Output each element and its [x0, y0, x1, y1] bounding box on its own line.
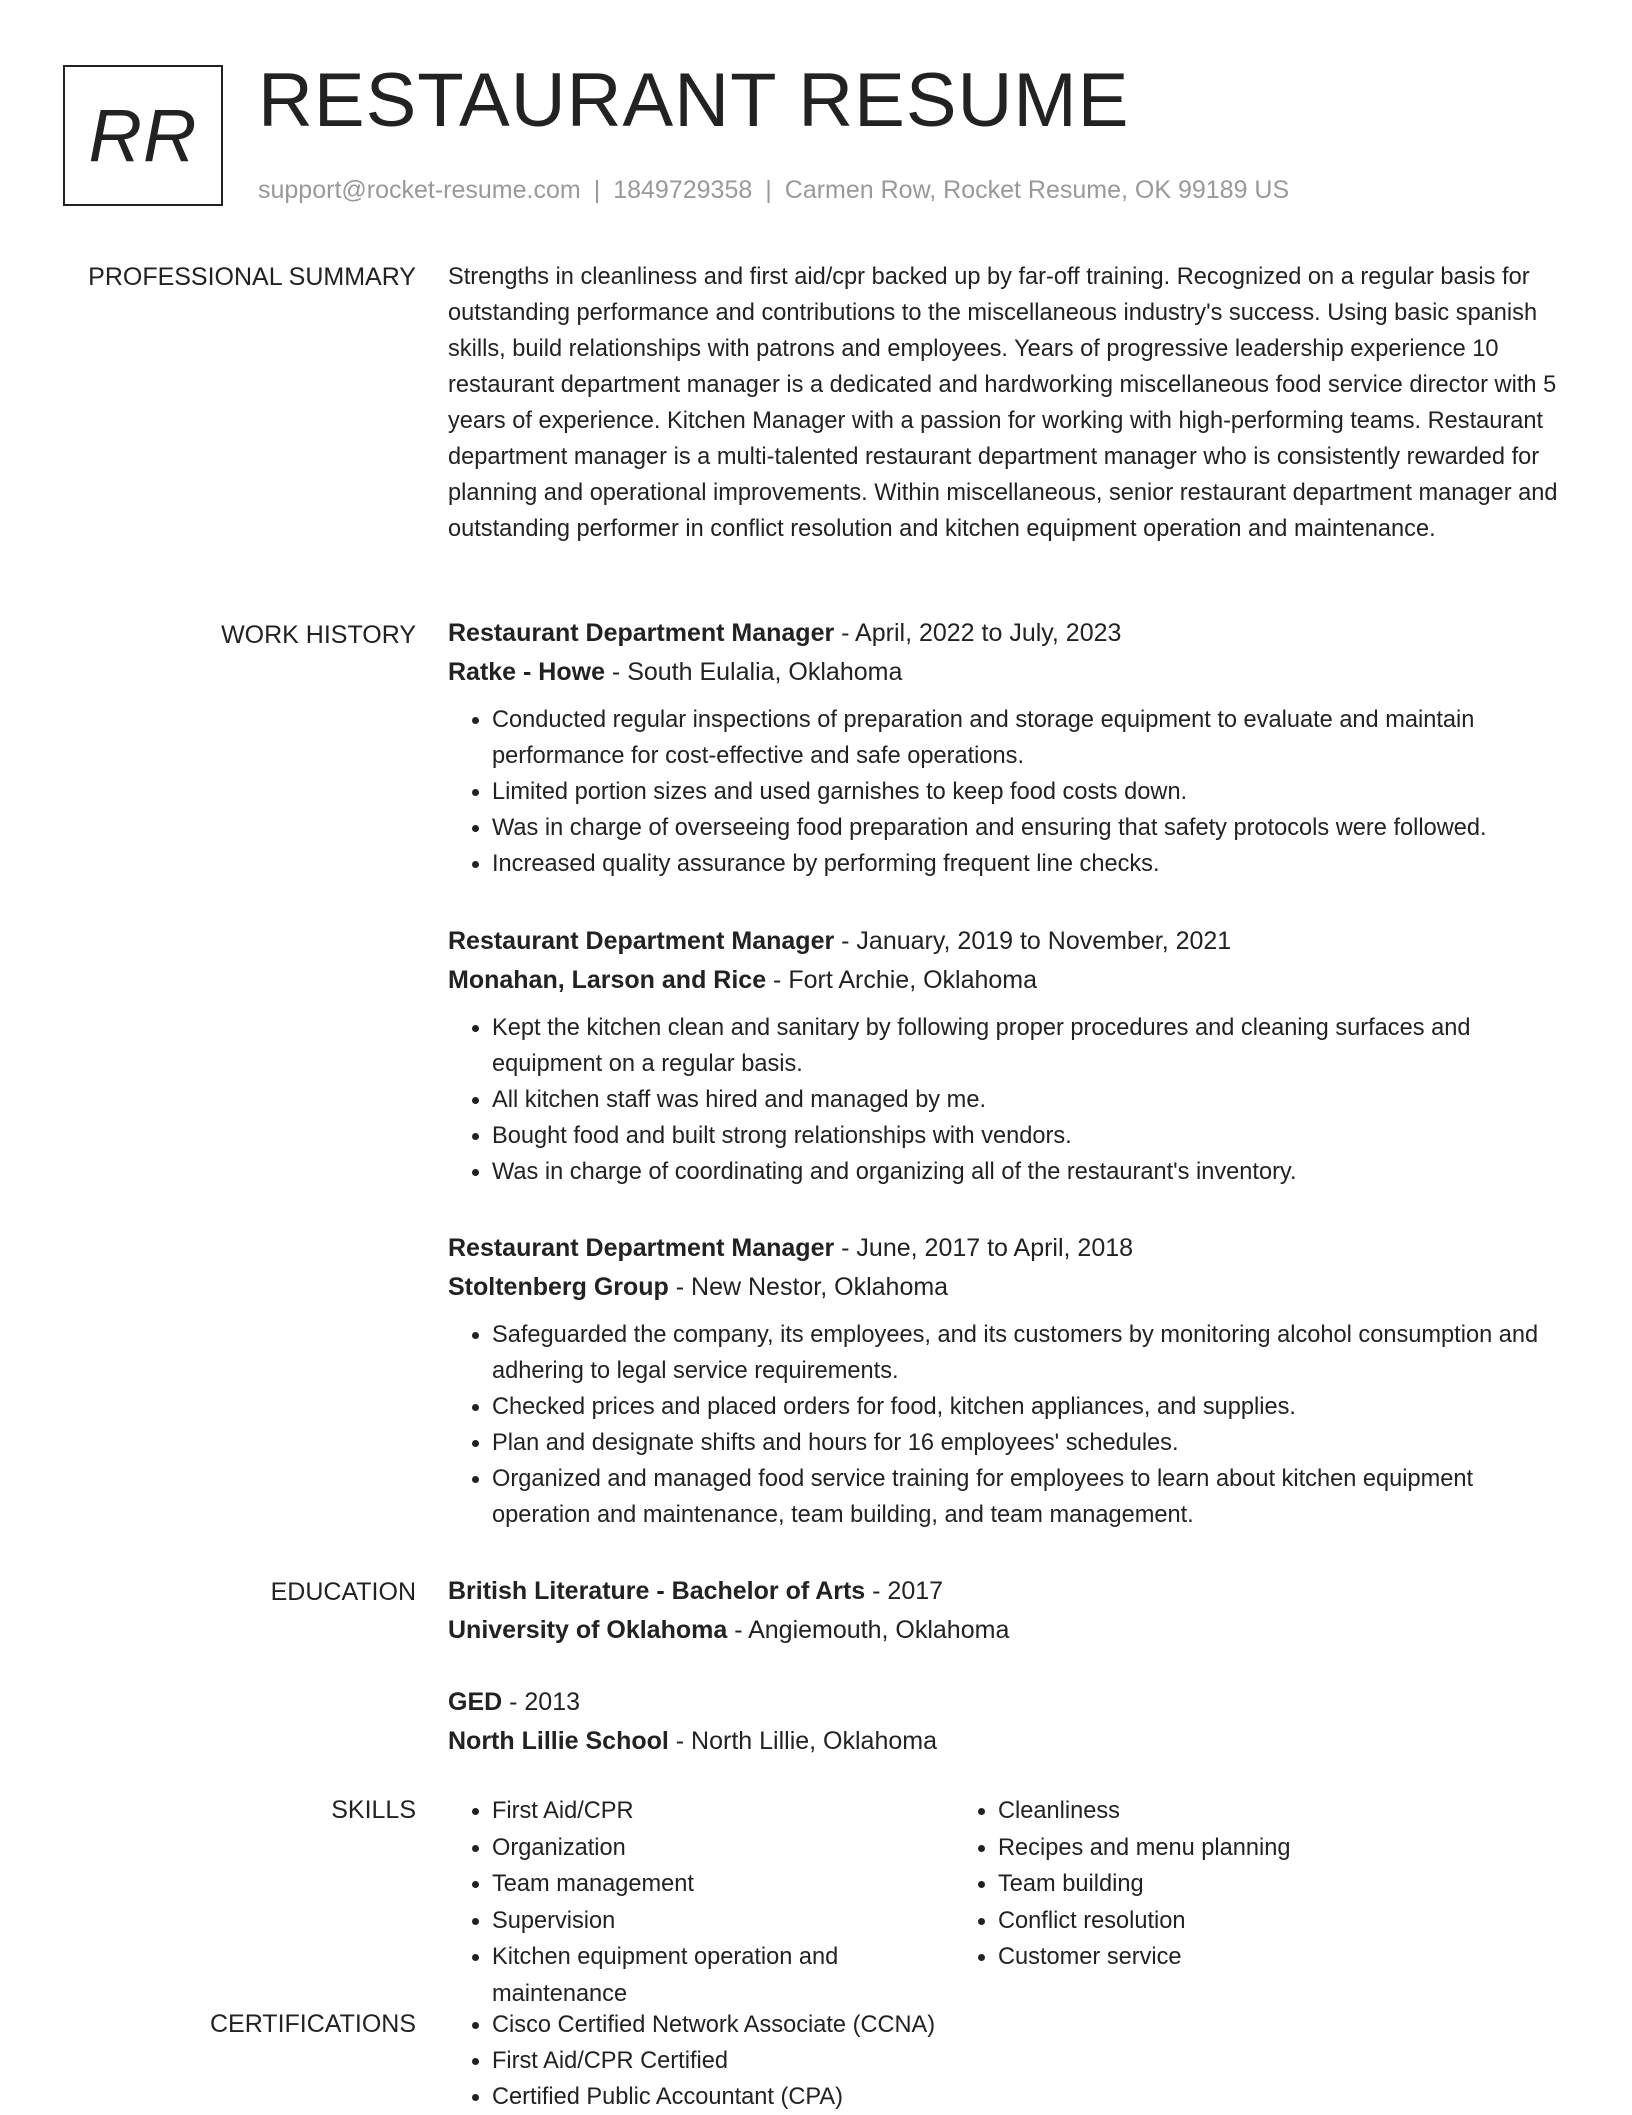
skill-item: • Cleanliness	[998, 1793, 1291, 1830]
job-title-line	[448, 614, 1568, 653]
school-name: University of Oklahoma	[448, 1616, 728, 1644]
company-location: - South Eulalia, Oklahoma	[604, 658, 903, 686]
section-label-education: EDUCATION	[270, 1578, 416, 1606]
work-entry	[448, 1229, 1568, 1533]
school-location: - Angiemouth, Oklahoma	[727, 1616, 1010, 1644]
school-line	[448, 1722, 1568, 1761]
skill-item: • Recipes and menu planning	[998, 1830, 1291, 1867]
skill-item: • Team management	[492, 1866, 954, 1903]
job-title: Restaurant Department Manager	[448, 1234, 835, 1262]
contact-line	[258, 174, 1289, 206]
job-title-line	[448, 922, 1568, 961]
degree-name: British Literature - Bachelor of Arts	[448, 1577, 866, 1605]
skill-item: • Team building	[998, 1866, 1291, 1903]
company-location: - Fort Archie, Oklahoma	[766, 966, 1038, 994]
certification-item: • First Aid/CPR Certified	[492, 2043, 1568, 2079]
skill-item: • Kitchen equipment operation and maintenance	[492, 1939, 954, 2012]
degree-year: - 2017	[865, 1577, 944, 1605]
section-label-summary: PROFESSIONAL SUMMARY	[88, 263, 416, 291]
skill-item: • First Aid/CPR	[492, 1793, 954, 1830]
certification-bullets	[448, 2007, 1568, 2115]
list-item: • Bought food and built strong relationships with vendors.	[492, 1118, 1568, 1154]
company-name: Stoltenberg Group	[448, 1273, 669, 1301]
resume-name: RESTAURANT RESUME	[258, 58, 1130, 143]
section-label-work-history: WORK HISTORY	[221, 621, 416, 649]
certifications-list	[448, 2007, 1568, 2115]
job-bullets	[448, 1317, 1568, 1533]
skill-item: • Conflict resolution	[998, 1903, 1291, 1940]
list-item: • Conducted regular inspections of preparation and storage equipment to evaluate and maintain performance for cost-effective and safe operations.	[492, 702, 1568, 774]
summary-text: Strengths in cleanliness and first aid/cpr backed up by far-off training. Recognized on a regular basis for outstanding performance and contributions to the miscellaneous industry's success. Using basic spanish skills, build relationships with patrons and employees. Years of progressive leadership experience 10 restaurant department manager is a dedicated and hardworking miscellaneous food service director with 5 years of experience. Kitchen Manager with a passion for working with high-performing teams. Restaurant department manager is a multi-talented restaurant department manager who is consistently rewarded for planning and operational improvements. Within miscellaneous, senior restaurant department manager and outstanding performer in conflict resolution and kitchen equipment operation and maintenance.	[448, 264, 1558, 542]
certification-item: • Cisco Certified Network Associate (CCNA)	[492, 2007, 1568, 2043]
skills-column-right	[954, 1793, 1291, 2012]
education-entry	[448, 1683, 1568, 1761]
skill-item: • Supervision	[492, 1903, 954, 1940]
company-line	[448, 1268, 1568, 1307]
contact-address: Carmen Row, Rocket Resume, OK 99189 US	[784, 176, 1290, 204]
list-item: • Organized and managed food service training for employees to learn about kitchen equipment operation and maintenance, team building, and team management.	[492, 1461, 1568, 1533]
list-item: • Plan and designate shifts and hours for 16 employees' schedules.	[492, 1425, 1568, 1461]
contact-separator: |	[765, 176, 772, 204]
monogram-logo: RR	[63, 65, 223, 206]
certification-item: • Certified Public Accountant (CPA)	[492, 2079, 1568, 2115]
job-title: Restaurant Department Manager	[448, 927, 835, 955]
school-line	[448, 1611, 1568, 1650]
degree-year: - 2013	[502, 1688, 581, 1716]
company-line	[448, 653, 1568, 692]
contact-separator: |	[593, 176, 601, 204]
list-item: • All kitchen staff was hired and managed by me.	[492, 1082, 1568, 1118]
list-item: • Was in charge of coordinating and organizing all of the restaurant's inventory.	[492, 1154, 1568, 1190]
skill-item: • Customer service	[998, 1939, 1291, 1976]
list-item: • Increased quality assurance by performing frequent line checks.	[492, 846, 1568, 882]
job-dates: - June, 2017 to April, 2018	[834, 1234, 1134, 1262]
job-bullets	[448, 1010, 1568, 1190]
company-line	[448, 961, 1568, 1000]
company-location: - New Nestor, Oklahoma	[668, 1273, 949, 1301]
degree-line	[448, 1683, 1568, 1722]
list-item: • Checked prices and placed orders for food, kitchen appliances, and supplies.	[492, 1389, 1568, 1425]
school-name: North Lillie School	[448, 1727, 669, 1755]
degree-name: GED	[448, 1688, 503, 1716]
work-entry	[448, 922, 1568, 1190]
list-item: • Kept the kitchen clean and sanitary by following proper procedures and cleaning surfaces and equipment on a regular basis.	[492, 1010, 1568, 1082]
list-item: • Safeguarded the company, its employees, and its customers by monitoring alcohol consumption and adhering to legal service requirements.	[492, 1317, 1568, 1389]
list-item: • Was in charge of overseeing food preparation and ensuring that safety protocols were followed.	[492, 810, 1568, 846]
skills-list	[448, 1793, 1568, 2012]
contact-email[interactable]: support@rocket-resume.com	[258, 176, 581, 204]
skills-column-left	[448, 1793, 954, 2012]
work-entry	[448, 614, 1568, 882]
company-name: Ratke - Howe	[448, 658, 605, 686]
job-dates: - April, 2022 to July, 2023	[834, 619, 1122, 647]
education-entry	[448, 1572, 1568, 1650]
job-title: Restaurant Department Manager	[448, 619, 835, 647]
school-location: - North Lillie, Oklahoma	[668, 1727, 937, 1755]
job-title-line	[448, 1229, 1568, 1268]
contact-phone[interactable]: 1849729358	[613, 176, 753, 204]
job-dates: - January, 2019 to November, 2021	[834, 927, 1232, 955]
degree-line	[448, 1572, 1568, 1611]
list-item: • Limited portion sizes and used garnishes to keep food costs down.	[492, 774, 1568, 810]
section-label-skills: SKILLS	[331, 1796, 416, 1824]
job-bullets	[448, 702, 1568, 882]
section-label-certifications: CERTIFICATIONS	[209, 2010, 416, 2038]
skill-item: • Organization	[492, 1830, 954, 1867]
company-name: Monahan, Larson and Rice	[448, 966, 767, 994]
